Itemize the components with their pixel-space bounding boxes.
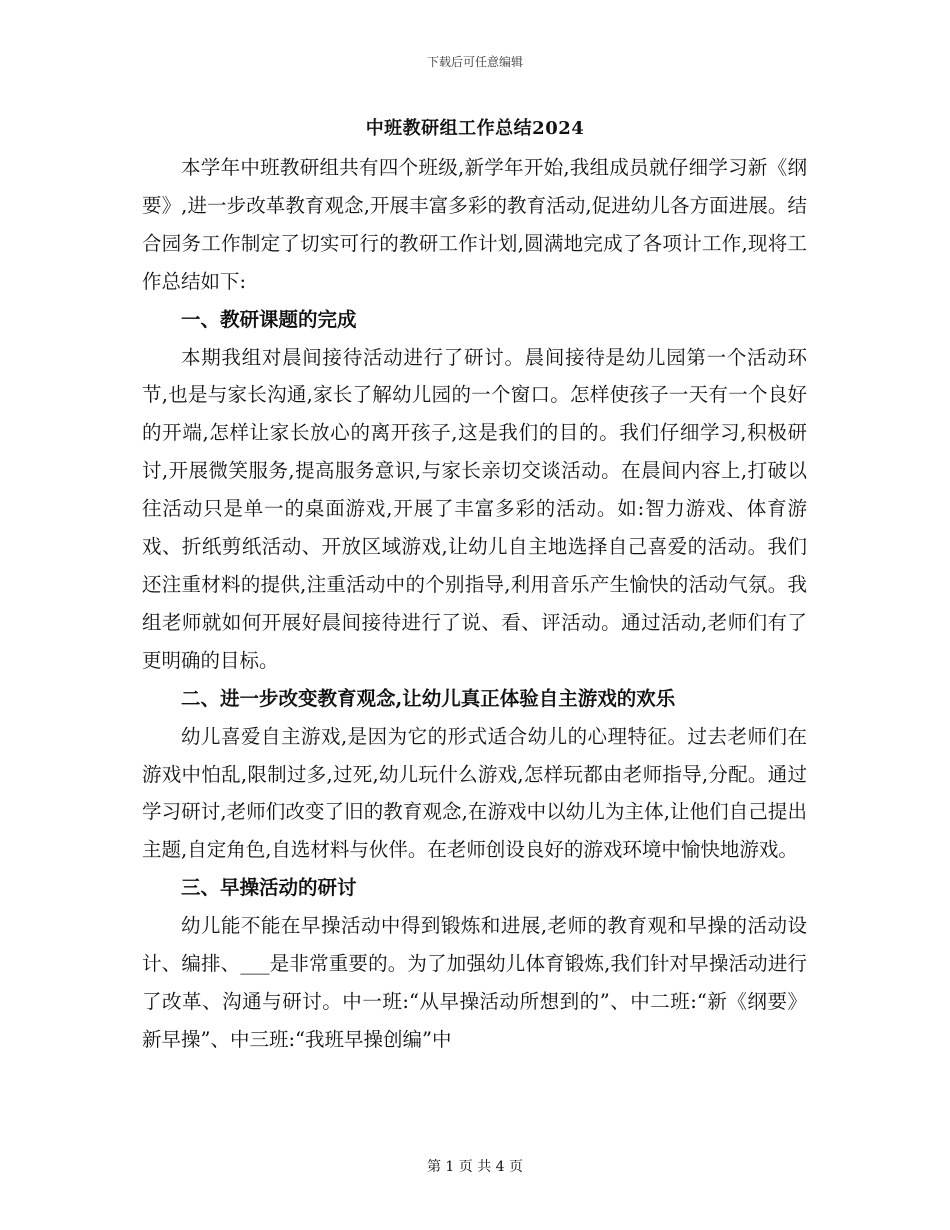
- section-1-heading: 一、教研课题的完成: [181, 307, 357, 331]
- section-3-heading: 三、早操活动的研讨: [181, 876, 357, 900]
- document-title: 中班教研组工作总结2024: [365, 118, 585, 139]
- section-3-paragraph: 幼儿能不能在早操活动中得到锻炼和进展,老师的教育观和早操的活动设计、编排、___是非常重要的。为了加强幼儿体育锻炼,我们针对早操活动进行了改革、沟通与研讨。中一班:“从早操活动所想到的”、中二班:“新《纲要》新早操”、中三班:“我班早操创编”中: [142, 914, 807, 1051]
- intro-paragraph: 本学年中班教研组共有四个班级,新学年开始,我组成员就仔细学习新《纲要》,进一步改革教育观念,开展丰富多彩的教育活动,促进幼儿各方面进展。结合园务工作制定了切实可行的教研工作计划,圆满地完成了各项计工作,现将工作总结如下:: [142, 156, 807, 293]
- page-number: 第 1 页 共 4 页: [426, 1159, 524, 1175]
- section-2-paragraph: 幼儿喜爱自主游戏,是因为它的形式适合幼儿的心理特征。过去老师们在游戏中怕乱,限制过多,过死,幼儿玩什么游戏,怎样玩都由老师指导,分配。通过学习研讨,老师们改变了旧的教育观念,在游戏中以幼儿为主体,让他们自己提出主题,自定角色,自选材料与伙伴。在老师创设良好的游戏环境中愉快地游戏。: [142, 724, 807, 862]
- section-1-paragraph: 本期我组对晨间接待活动进行了研讨。晨间接待是幼儿园第一个活动环节,也是与家长沟通,家长了解幼儿园的一个窗口。怎样使孩子一天有一个良好的开端,怎样让家长放心的离开孩子,这是我们的目的。我们仔细学习,积极研讨,开展微笑服务,提高服务意识,与家长亲切交谈活动。在晨间内容上,打破以往活动只是单一的桌面游戏,开展了丰富多彩的活动。如:智力游戏、体育游戏、折纸剪纸活动、开放区域游戏,让幼儿自主地选择自己喜爱的活动。我们还注重材料的提供,注重活动中的个别指导,利用音乐产生愉快的活动气氛。我组老师就如何开展好晨间接待进行了说、看、评活动。通过活动,老师们有了更明确的目标。: [142, 345, 807, 672]
- section-2-heading: 二、进一步改变教育观念,让幼儿真正体验自主游戏的欢乐: [181, 686, 676, 710]
- document-body: [142, 149, 807, 1059]
- page-header-note: 下载后可任意编辑: [426, 55, 523, 69]
